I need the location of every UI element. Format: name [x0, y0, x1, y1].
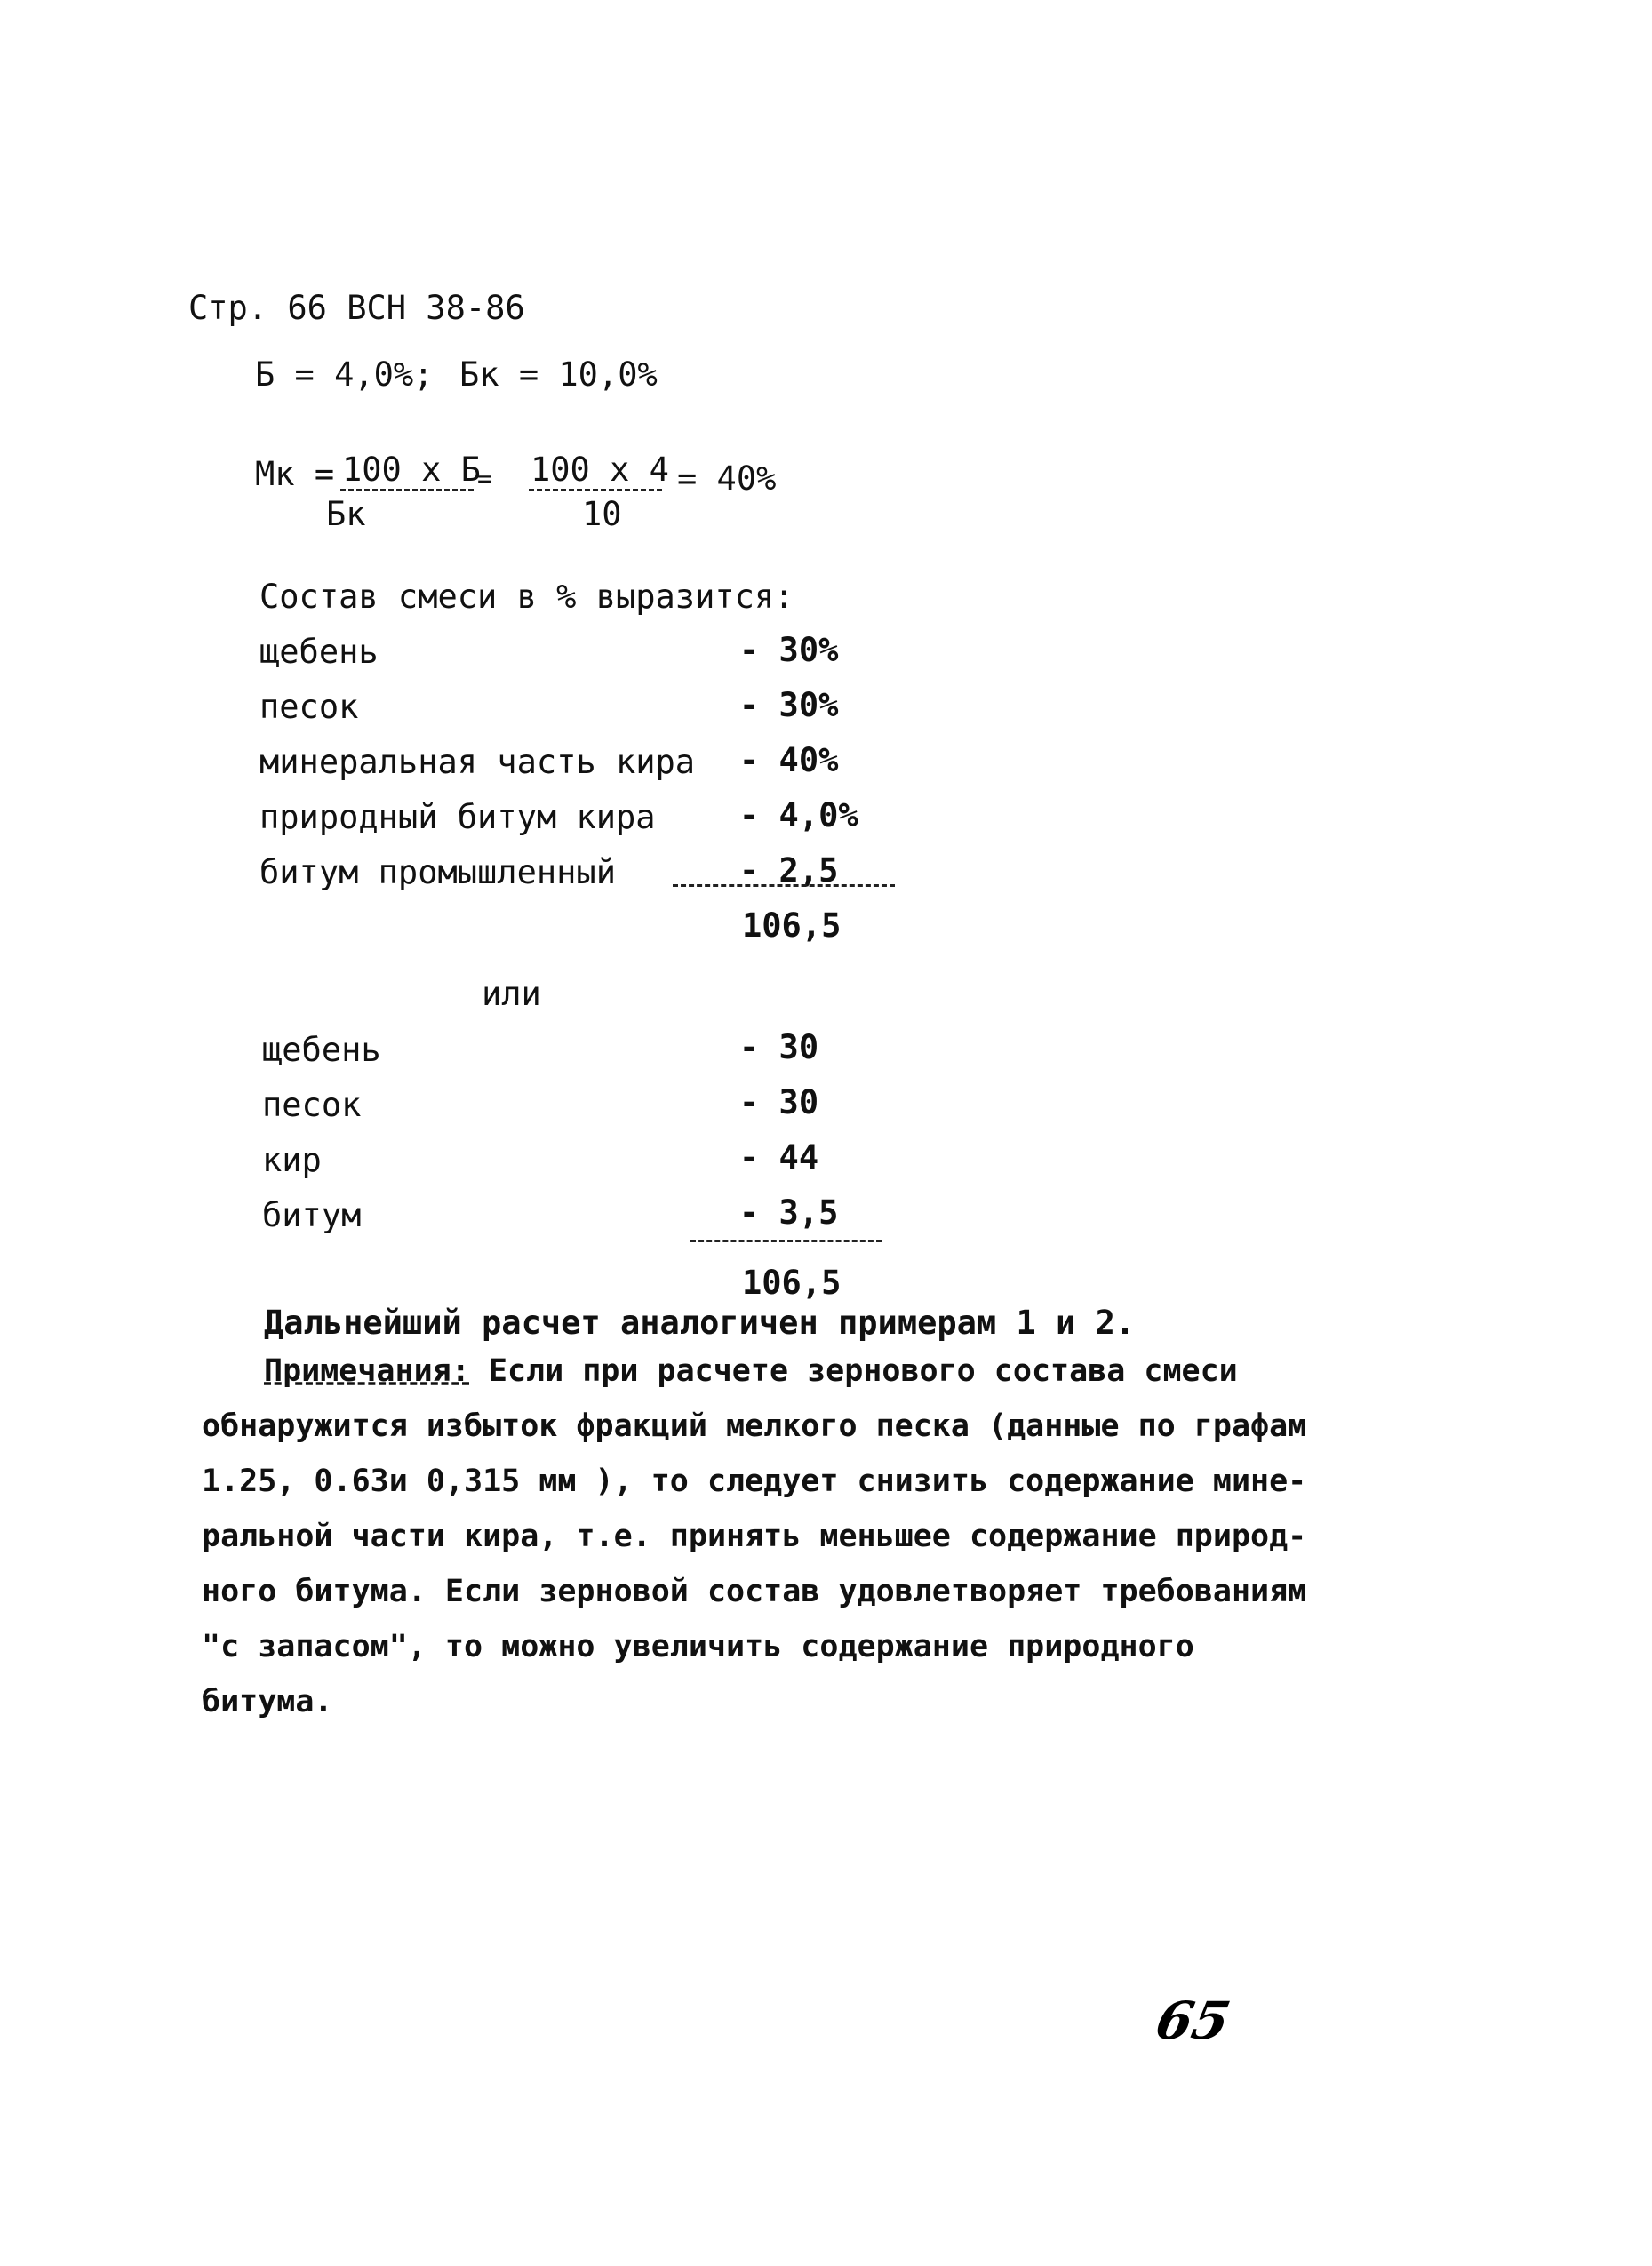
formula-result: = 40% — [677, 459, 777, 498]
list2-item-value: - 30 — [739, 1028, 819, 1066]
formula-frac1-bar — [340, 489, 474, 491]
page-reference: Стр. 66 ВСН 38-86 — [188, 289, 525, 327]
formula-frac2-numerator: 100 х 4 — [531, 451, 669, 489]
param-bk: Бк = 10,0% — [459, 355, 658, 394]
note-paragraph — [202, 1344, 1306, 1729]
note-label: Примечания: — [264, 1353, 470, 1389]
list1-item-value: - 4,0% — [739, 796, 858, 834]
list2-item-value: - 30 — [739, 1083, 819, 1121]
list1-item-value: - 30% — [739, 686, 839, 724]
note-line-7: битума. — [202, 1684, 333, 1719]
list1-item-name: битум промышленный — [259, 853, 616, 891]
param-b: Б = 4,0%; — [255, 355, 434, 394]
list1-item-value: - 2,5 — [739, 851, 839, 890]
list2-item-name: песок — [262, 1086, 362, 1124]
note-line-6: "с запасом", то можно увеличить содержание природного — [202, 1629, 1194, 1664]
note-line-1-text: Если при расчете зернового состава смеси — [469, 1353, 1238, 1389]
list1-item-name: щебень — [259, 633, 379, 671]
list1-total: 106,5 — [742, 906, 842, 945]
list1-item-value: - 30% — [739, 631, 839, 669]
handwritten-page-number: 65 — [1150, 1991, 1235, 2051]
formula-lhs: Мк = — [255, 455, 335, 493]
list2-item-name: битум — [262, 1196, 362, 1234]
list2-item-value: - 44 — [739, 1138, 819, 1177]
formula-frac2-denominator: 10 — [582, 495, 622, 533]
note-line-3: 1.25, 0.63и 0,315 мм ), то следует снизить содержание мине- — [202, 1464, 1307, 1499]
composition-title: Состав смеси в % выразится: — [259, 578, 794, 616]
formula-frac2-bar — [529, 489, 662, 491]
formula-frac1-denominator: Бк — [326, 495, 366, 533]
further-calc-text: Дальнейший расчет аналогичен примерам 1 и 2. — [264, 1304, 1136, 1342]
list1-sum-line — [673, 884, 895, 887]
note-line-5: ного битума. Если зерновой состав удовлетворяет требованиям — [202, 1574, 1307, 1609]
list1-item-name: песок — [259, 688, 359, 726]
list2-total: 106,5 — [742, 1264, 842, 1302]
list1-item-name: природный битум кира — [259, 798, 656, 836]
formula-frac1-numerator: 100 х Б — [342, 451, 481, 489]
list2-sum-line — [690, 1240, 882, 1242]
note-line-2: обнаружится избыток фракций мелкого песка (данные по графам — [202, 1408, 1307, 1444]
list2-item-name: щебень — [262, 1031, 381, 1069]
list1-item-name: минеральная часть кира — [259, 743, 696, 781]
list2-item-name: кир — [262, 1141, 322, 1179]
or-label: или — [482, 975, 541, 1013]
formula-equals: = — [477, 464, 492, 493]
list1-item-value: - 40% — [739, 741, 839, 779]
note-line-1 — [202, 1344, 1306, 1399]
list2-item-value: - 3,5 — [739, 1193, 839, 1232]
note-line-4: ральной части кира, т.е. принять меньшее содержание природ- — [202, 1519, 1307, 1554]
